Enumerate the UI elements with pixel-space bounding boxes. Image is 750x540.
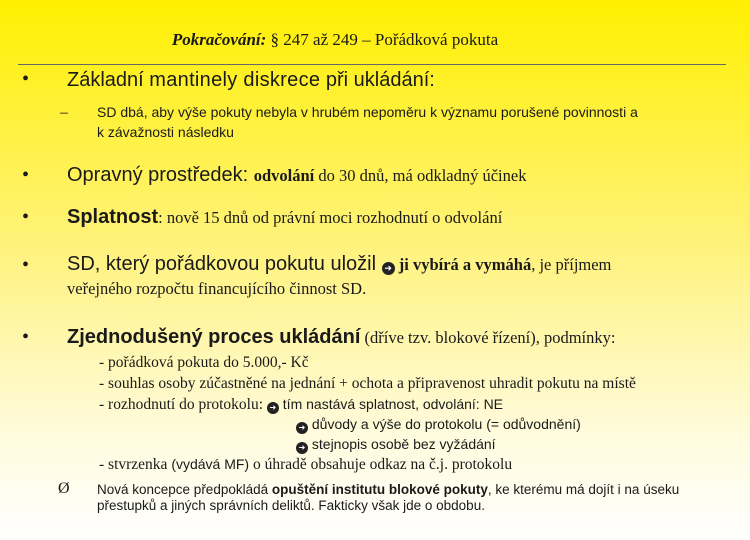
sec5-item-2: - souhlas osoby zúčastněné na jednání + ochota a připravenost uhradit pokutu na místě [99,375,636,392]
bullet-4: • [22,254,30,276]
sec1-heading: Základní mantinely diskrece při ukládání: [67,69,435,91]
arrow-right-icon: ➜ [296,442,308,454]
sec5-item-3: - rozhodnutí do protokolu: ➜ tím nastává splatnost, odvolání: NE [99,396,504,413]
page-title [0,30,670,50]
sec4-line1: SD, který pořádkovou pokutu uložil ➜ ji vybírá a vymáhá, je příjmem [67,253,612,275]
sec4-line2: veřejného rozpočtu financujícího činnost SD. [67,279,367,298]
bullet-3: • [22,206,30,228]
bullet-1: • [22,68,30,90]
arrow-right-icon: ➜ [296,422,308,434]
title-divider [18,64,726,65]
bullet-5: • [22,326,30,348]
sec5-item-last: - stvrzenka (vydává MF) o úhradě obsahuje odkaz na č.j. protokolu [99,456,513,473]
arrow-right-icon: ➜ [267,402,279,414]
note-arrow-icon: Ø [58,480,70,497]
arrow-right-icon: ➜ [382,262,395,275]
title-prefix: Pokračování: [171,30,267,49]
sec2-line: Opravný prostředek: odvolání do 30 dnů, má odkladný účinek [67,164,527,186]
sec5-item-1: - pořádková pokuta do 5.000,- Kč [99,354,309,371]
sec1-dash: – [60,104,68,121]
title-rest: § 247 až 249 – Pořádková pokuta [266,30,499,49]
sec3-line: Splatnost: nově 15 dnů od právní moci rozhodnutí o odvolání [67,206,503,228]
note-line2: přestupků a jiných správních deliktů. Fakticky však jde o obdobu. [97,498,485,513]
sec1-sub-line1: SD dbá, aby výše pokuty nebyla v hrubém nepoměru k významu porušené povinnosti a [97,104,638,120]
sec1-sub-line2: k závažnosti následku [97,124,234,140]
bullet-2: • [22,164,30,186]
sec5-heading: Zjednodušený proces ukládání (dříve tzv. blokové řízení), podmínky: [67,326,616,348]
note-line1: Nová koncepce předpokládá opuštění institutu blokové pokuty, ke kterému má dojít i na úseku [97,482,680,497]
proto-point-3: ➜ stejnopis osobě bez vyžádání [296,436,496,454]
proto-point-2: ➜ důvody a výše do protokolu (= odůvodnění) [296,416,581,434]
